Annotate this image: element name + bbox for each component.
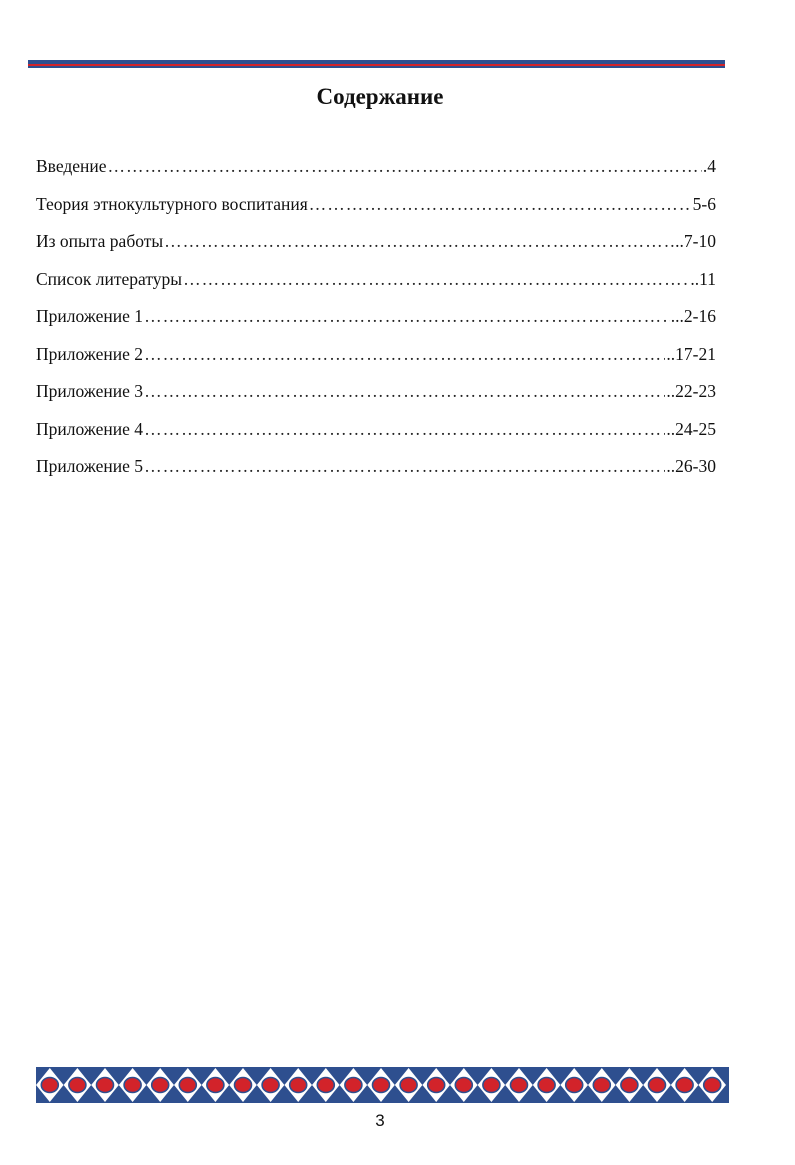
toc-entry: [36, 344, 716, 382]
toc-leader-dots: [144, 344, 665, 365]
toc-entry: [36, 381, 716, 419]
toc-entry: [36, 269, 716, 307]
toc-leader-dots: [144, 306, 670, 327]
toc-entry-page: ..11: [690, 268, 716, 289]
toc-entry: [36, 231, 716, 269]
toc-entry-label: Приложение 3: [36, 381, 144, 401]
toc-leader-dots: [144, 381, 665, 402]
toc-leader-dots: [309, 194, 692, 215]
toc-entry-label: Список литературы: [36, 268, 183, 289]
toc-entry: [36, 306, 716, 344]
toc-leader-dots: [164, 231, 674, 252]
toc-entry-label: Введение: [36, 156, 107, 176]
toc-entry-page: ...2-16: [670, 306, 716, 326]
toc-entry: [36, 419, 716, 457]
toc-entry: [36, 156, 716, 194]
toc-entry-page: ..24-25: [666, 418, 716, 439]
toc-entry-label: Приложение 1: [36, 306, 144, 326]
toc-leader-dots: [144, 419, 665, 440]
page-number: 3: [375, 1111, 385, 1130]
table-of-contents: [36, 156, 716, 494]
toc-leader-dots: [108, 156, 702, 177]
toc-entry-label: Приложение 2: [36, 343, 144, 364]
ornament-border: [36, 1067, 729, 1103]
toc-entry-page: .4: [702, 156, 716, 176]
top-rule-blue-thin: [28, 66, 725, 68]
toc-entry-page: 5-6: [692, 193, 716, 214]
toc-entry-label: Теория этнокультурного воспитания: [36, 193, 308, 214]
toc-entry-page: ..22-23: [666, 381, 716, 401]
toc-entry-page: ..17-21: [666, 343, 716, 364]
toc-entry-label: Приложение 4: [36, 418, 144, 439]
toc-entry: [36, 194, 716, 232]
toc-entry-page: ..26-30: [666, 456, 716, 476]
toc-entry-page: ..7-10: [675, 231, 716, 251]
toc-entry-label: Приложение 5: [36, 456, 144, 476]
toc-leader-dots: [144, 456, 665, 477]
toc-leader-dots: [183, 269, 689, 290]
page-title: Содержание: [316, 84, 444, 109]
toc-entry-label: Из опыта работы: [36, 231, 164, 251]
toc-entry: [36, 456, 716, 494]
